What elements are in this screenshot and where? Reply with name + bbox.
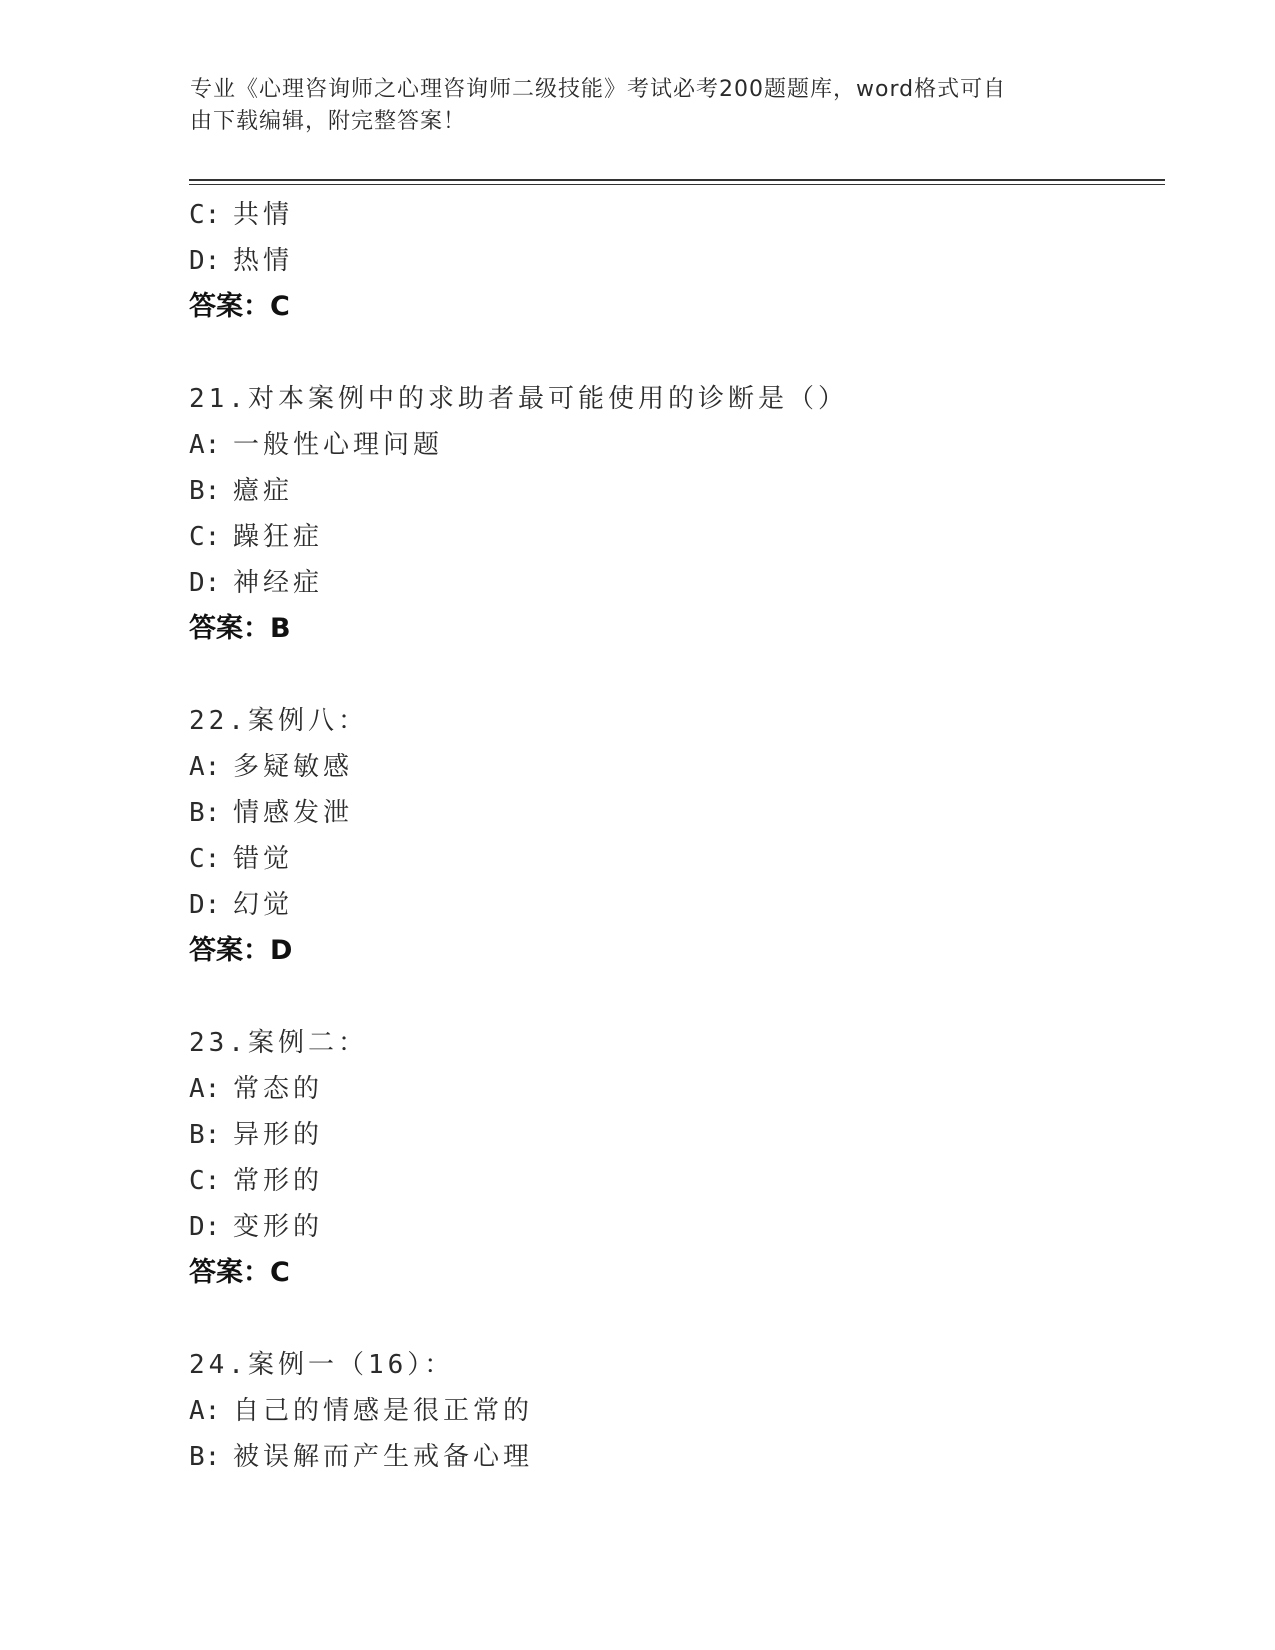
question-stem: 21.对本案例中的求助者最可能使用的诊断是（） bbox=[189, 384, 848, 414]
header-line-2: 由下载编辑，附完整答案！ bbox=[190, 109, 467, 134]
option-label: A: bbox=[189, 1074, 221, 1104]
option-label: D: bbox=[189, 568, 221, 598]
option-text: 错觉 bbox=[233, 844, 294, 874]
option-line bbox=[189, 422, 1169, 468]
spacer bbox=[189, 652, 1169, 698]
option-line bbox=[189, 790, 1169, 836]
option-label: C: bbox=[189, 200, 221, 230]
question-list bbox=[189, 192, 1169, 1480]
option-label: B: bbox=[189, 1120, 221, 1150]
option-text: 热情 bbox=[233, 246, 294, 276]
answer-line: 答案：C bbox=[189, 291, 290, 322]
question-stem: 24.案例一（16）： bbox=[189, 1350, 455, 1380]
option-text: 幻觉 bbox=[233, 890, 294, 920]
document-header bbox=[190, 74, 1090, 138]
option-text: 共情 bbox=[233, 200, 294, 230]
option-label: B: bbox=[189, 476, 221, 506]
option-label: D: bbox=[189, 246, 221, 276]
option-line bbox=[189, 238, 1169, 284]
header-line-1: 专业《心理咨询师之心理咨询师二级技能》考试必考200题题库，word格式可自 bbox=[190, 77, 1007, 102]
option-line bbox=[189, 1434, 1169, 1480]
option-label: A: bbox=[189, 1396, 221, 1426]
option-text: 多疑敏感 bbox=[233, 752, 354, 782]
option-line bbox=[189, 882, 1169, 928]
option-label: D: bbox=[189, 890, 221, 920]
option-text: 异形的 bbox=[233, 1120, 324, 1150]
option-label: A: bbox=[189, 752, 221, 782]
option-label: C: bbox=[189, 522, 221, 552]
option-line bbox=[189, 1112, 1169, 1158]
option-label: D: bbox=[189, 1212, 221, 1242]
spacer bbox=[189, 330, 1169, 376]
option-text: 癔症 bbox=[233, 476, 294, 506]
option-text: 情感发泄 bbox=[233, 798, 354, 828]
option-label: C: bbox=[189, 1166, 221, 1196]
option-line bbox=[189, 468, 1169, 514]
answer-line: 答案：D bbox=[189, 935, 293, 966]
question-stem: 22.案例八： bbox=[189, 706, 368, 736]
option-text: 躁狂症 bbox=[233, 522, 324, 552]
option-line bbox=[189, 1158, 1169, 1204]
answer-line: 答案：C bbox=[189, 1257, 290, 1288]
option-line bbox=[189, 836, 1169, 882]
option-label: C: bbox=[189, 844, 221, 874]
option-line bbox=[189, 1066, 1169, 1112]
spacer bbox=[189, 1296, 1169, 1342]
header-divider-thin bbox=[189, 184, 1165, 185]
option-line bbox=[189, 192, 1169, 238]
option-line bbox=[189, 1204, 1169, 1250]
option-label: A: bbox=[189, 430, 221, 460]
option-label: B: bbox=[189, 798, 221, 828]
spacer bbox=[189, 974, 1169, 1020]
option-text: 被误解而产生戒备心理 bbox=[233, 1442, 534, 1472]
option-line bbox=[189, 744, 1169, 790]
option-text: 变形的 bbox=[233, 1212, 324, 1242]
option-line bbox=[189, 514, 1169, 560]
option-text: 自己的情感是很正常的 bbox=[233, 1396, 534, 1426]
header-divider-thick bbox=[189, 179, 1165, 181]
question-stem: 23.案例二： bbox=[189, 1028, 368, 1058]
option-text: 神经症 bbox=[233, 568, 324, 598]
option-line bbox=[189, 560, 1169, 606]
option-text: 常态的 bbox=[233, 1074, 324, 1104]
option-text: 一般性心理问题 bbox=[233, 430, 444, 460]
option-text: 常形的 bbox=[233, 1166, 324, 1196]
option-line bbox=[189, 1388, 1169, 1434]
option-label: B: bbox=[189, 1442, 221, 1472]
answer-line: 答案：B bbox=[189, 613, 291, 644]
